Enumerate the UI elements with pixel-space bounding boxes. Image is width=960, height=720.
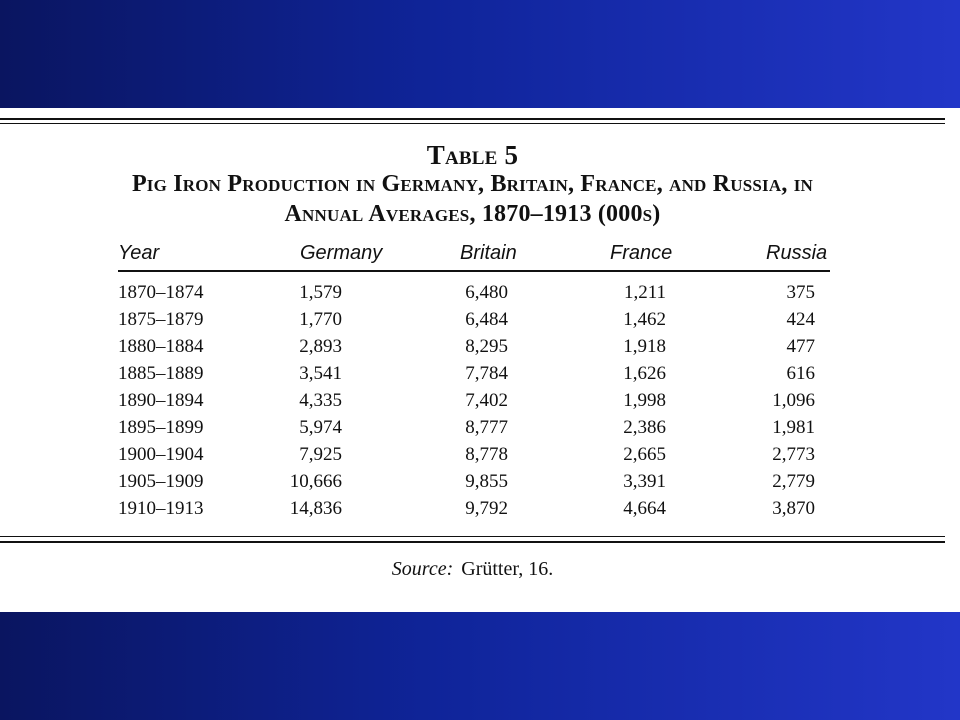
column-header-britain: Britain bbox=[460, 242, 517, 264]
cell-france: 1,626 bbox=[623, 363, 666, 384]
cell-britain: 6,480 bbox=[465, 282, 508, 303]
cell-year: 1870–1874 bbox=[118, 282, 204, 303]
column-header-russia: Russia bbox=[766, 242, 828, 264]
cell-france: 1,462 bbox=[623, 309, 666, 330]
cell-germany: 1,770 bbox=[299, 309, 342, 330]
cell-russia: 2,779 bbox=[772, 471, 815, 492]
table-source bbox=[0, 558, 945, 581]
cell-britain: 8,778 bbox=[465, 444, 508, 465]
cell-britain: 7,784 bbox=[465, 363, 508, 384]
cell-germany: 2,893 bbox=[299, 336, 342, 357]
cell-france: 3,391 bbox=[623, 471, 666, 492]
cell-britain: 9,855 bbox=[465, 471, 508, 492]
cell-russia: 1,096 bbox=[772, 390, 815, 411]
cell-france: 1,211 bbox=[623, 282, 666, 303]
cell-year: 1885–1889 bbox=[118, 363, 204, 384]
top-blue-band bbox=[0, 0, 960, 108]
cell-russia: 375 bbox=[786, 282, 815, 303]
cell-germany: 1,579 bbox=[299, 282, 342, 303]
cell-britain: 7,402 bbox=[465, 390, 508, 411]
cell-france: 2,386 bbox=[623, 417, 666, 438]
source-label: Source: bbox=[391, 558, 454, 580]
cell-russia: 477 bbox=[786, 336, 815, 357]
column-header-germany: Germany bbox=[300, 242, 383, 264]
bottom-blue-band bbox=[0, 612, 960, 720]
cell-france: 1,918 bbox=[623, 336, 666, 357]
cell-france: 1,998 bbox=[623, 390, 666, 411]
cell-germany: 14,836 bbox=[289, 498, 342, 519]
cell-russia: 1,981 bbox=[772, 417, 815, 438]
table-number: Table 5 bbox=[426, 140, 519, 170]
top-rule-thin bbox=[0, 123, 945, 124]
table-row bbox=[0, 336, 945, 363]
cell-germany: 10,666 bbox=[289, 471, 342, 492]
top-rule-thick bbox=[0, 118, 945, 120]
header-rule bbox=[118, 270, 830, 272]
cell-britain: 9,792 bbox=[465, 498, 508, 519]
column-header-year: Year bbox=[118, 242, 160, 264]
cell-france: 4,664 bbox=[623, 498, 666, 519]
cell-germany: 7,925 bbox=[299, 444, 342, 465]
table-row bbox=[0, 444, 945, 471]
cell-year: 1900–1904 bbox=[118, 444, 204, 465]
cell-year: 1875–1879 bbox=[118, 309, 204, 330]
cell-britain: 6,484 bbox=[465, 309, 508, 330]
cell-year: 1890–1894 bbox=[118, 390, 204, 411]
cell-germany: 3,541 bbox=[299, 363, 342, 384]
table-row bbox=[0, 282, 945, 309]
cell-russia: 616 bbox=[786, 363, 815, 384]
cell-germany: 4,335 bbox=[299, 390, 342, 411]
table-panel bbox=[0, 108, 960, 612]
cell-france: 2,665 bbox=[623, 444, 666, 465]
cell-year: 1910–1913 bbox=[118, 498, 204, 519]
cell-britain: 8,295 bbox=[465, 336, 508, 357]
table-row bbox=[0, 363, 945, 390]
cell-year: 1905–1909 bbox=[118, 471, 204, 492]
cell-britain: 8,777 bbox=[465, 417, 508, 438]
cell-russia: 424 bbox=[786, 309, 815, 330]
column-header-france: France bbox=[610, 242, 673, 264]
table-title-line-1: Pig Iron Production in Germany, Britain, France, and Russia, in bbox=[131, 171, 814, 197]
table-row bbox=[0, 417, 945, 444]
bottom-rule-thick bbox=[0, 541, 945, 543]
bottom-rule-thin bbox=[0, 536, 945, 537]
source-text: Grütter, 16. bbox=[461, 558, 554, 580]
cell-year: 1895–1899 bbox=[118, 417, 204, 438]
table-title-line-2: Annual Averages, 1870–1913 (000s) bbox=[284, 201, 661, 227]
cell-russia: 3,870 bbox=[772, 498, 815, 519]
cell-year: 1880–1884 bbox=[118, 336, 204, 357]
table-row bbox=[0, 390, 945, 417]
cell-germany: 5,974 bbox=[299, 417, 342, 438]
table-row bbox=[0, 498, 945, 525]
cell-russia: 2,773 bbox=[772, 444, 815, 465]
table-row bbox=[0, 471, 945, 498]
table-row bbox=[0, 309, 945, 336]
